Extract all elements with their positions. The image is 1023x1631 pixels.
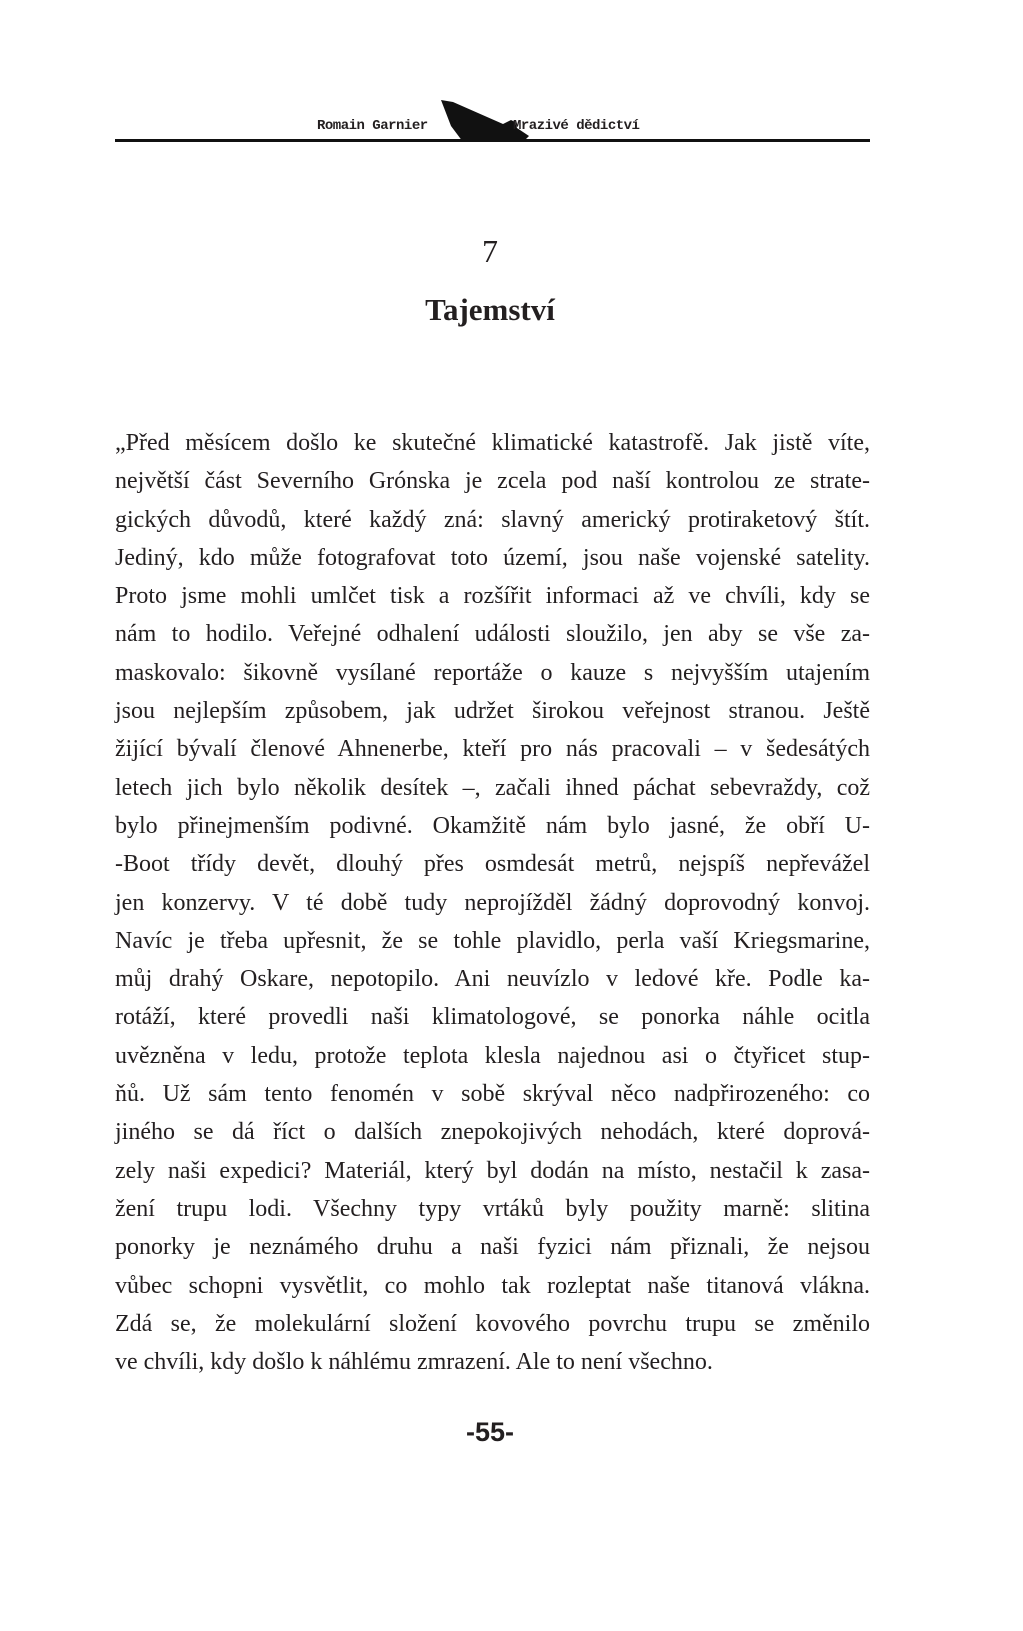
text-line: maskovalo: šikovně vysílané reportáže o kauze s nejvyšším utajením xyxy=(115,659,870,686)
text-line: Proto jsme mohli umlčet tisk a rozšířit informaci až ve chvíli, kdy se xyxy=(115,583,870,610)
text-line: bylo přinejmenším podivné. Okamžitě nám bylo jasné, že obří U- xyxy=(115,812,870,839)
text-line: ve chvíli, kdy došlo k náhlému zmrazení. Ale to není všechno. xyxy=(115,1349,713,1376)
text-line: letech jich bylo několik desítek –, začali ihned páchat sebevraždy, což xyxy=(115,774,870,801)
text-line: zely naši expedici? Materiál, který byl dodán na místo, nestačil k zasa- xyxy=(115,1157,870,1184)
chapter-title: Tajemství xyxy=(425,292,555,327)
text-line: žení trupu lodi. Všechny typy vrtáků byly použity marně: slitina xyxy=(115,1195,870,1222)
header-author: Romain Garnier xyxy=(317,118,428,134)
page-number: -55- xyxy=(465,1417,514,1447)
text-line: -Boot třídy devět, dlouhý přes osmdesát metrů, nejspíš nepřevážel xyxy=(115,851,870,878)
header-rule xyxy=(115,139,870,142)
text-line: Zdá se, že molekulární složení kovového povrchu trupu se změnilo xyxy=(115,1310,870,1337)
text-line: žijící bývalí členové Ahnenerbe, kteří pro nás pracovali – v šedesátých xyxy=(115,736,870,763)
text-line: Jediný, kdo může fotografovat toto území, jsou naše vojenské satelity. xyxy=(115,544,870,571)
text-line: ňů. Už sám tento fenomén v sobě skrýval něco nadpřirozeného: co xyxy=(115,1081,870,1108)
text-line: ponorky je neznámého druhu a naši fyzici nám přiznali, že nejsou xyxy=(115,1234,870,1261)
body-text xyxy=(115,424,870,1381)
text-line: jsou nejlepším způsobem, jak udržet širokou veřejnost stranou. Ještě xyxy=(115,698,870,725)
text-line: „Před měsícem došlo ke skutečné klimatické katastrofě. Jak jistě víte, xyxy=(115,430,870,456)
text-line: uvězněna v ledu, protože teplota klesla najednou asi o čtyřicet stup- xyxy=(115,1042,870,1069)
text-line: můj drahý Oskare, nepotopilo. Ani neuvízlo v ledové kře. Podle ka- xyxy=(115,966,870,993)
text-line: Navíc je třeba upřesnit, že se tohle plavidlo, perla vaší Kriegsmarine, xyxy=(115,927,870,954)
text-line: nám to hodilo. Veřejné odhalení události sloužilo, jen aby se vše za- xyxy=(115,621,870,648)
text-line: jiného se dá říct o dalších znepokojivých nehodách, které doprová- xyxy=(115,1119,870,1146)
text-line: gických důvodů, které každý zná: slavný americký protiraketový štít. xyxy=(115,506,870,533)
header-book-title: Mrazivé dědictví xyxy=(513,118,640,134)
text-line: největší část Severního Grónska je zcela pod naší kontrolou ze strate- xyxy=(115,468,870,495)
chapter-number: 7 xyxy=(482,233,498,269)
text-line: jen konzervy. V té době tudy neprojížděl žádný doprovodný konvoj. xyxy=(115,889,870,916)
text-line: vůbec schopni vysvětlit, co mohlo tak rozleptat naše titanová vlákna. xyxy=(115,1272,870,1299)
text-line: rotáží, které provedli naši klimatologové, se ponorka náhle ocitla xyxy=(115,1004,870,1031)
running-header xyxy=(115,92,870,142)
